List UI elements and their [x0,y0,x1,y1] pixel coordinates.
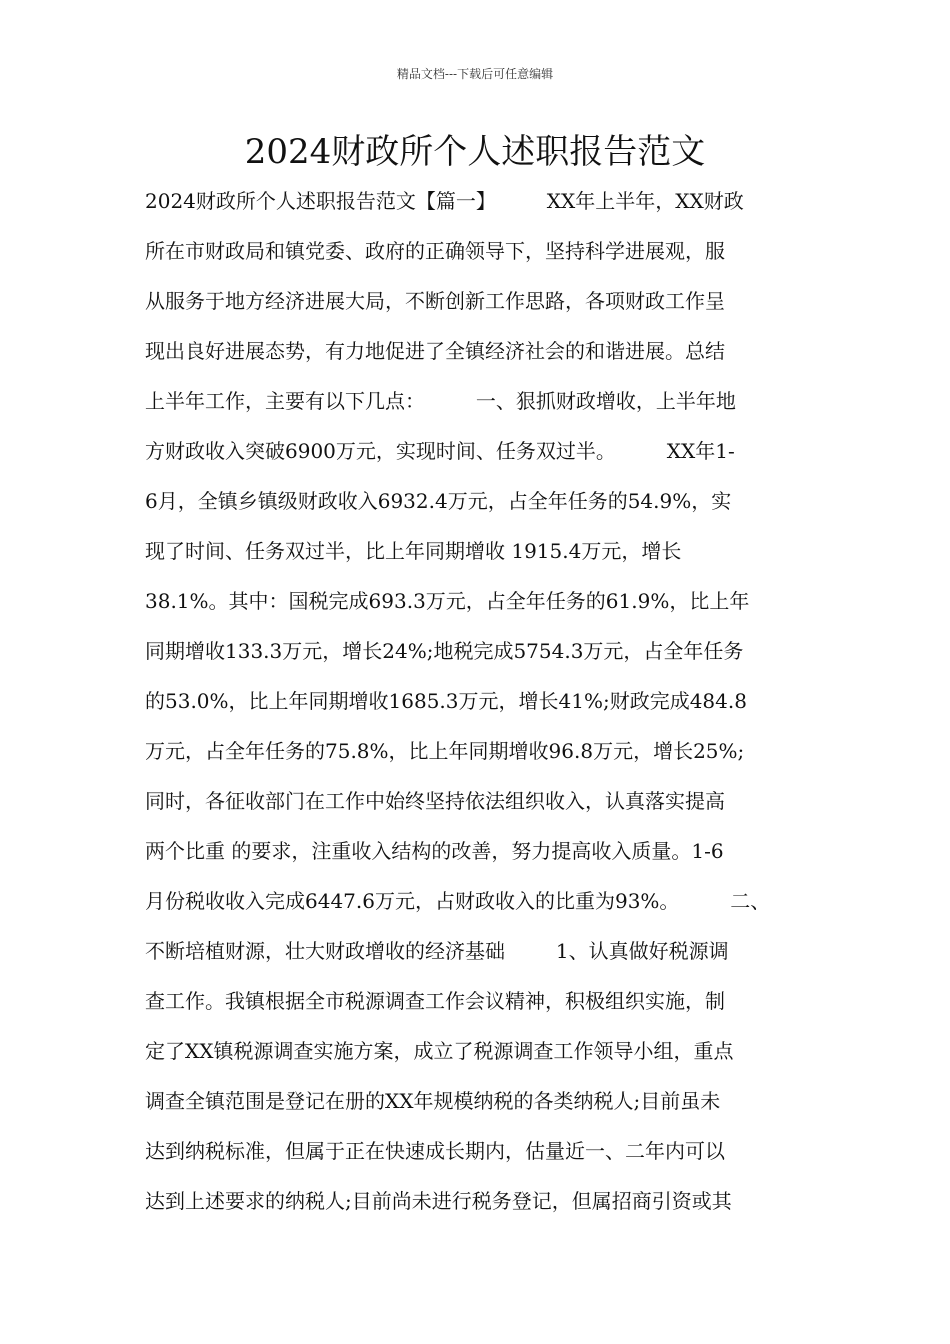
body-line: 查工作。我镇根据全市税源调查工作会议精神，积极组织实施，制 [145,989,725,1013]
body-line: 不断培植财源，壮大财政增收的经济基础 1、认真做好税源调 [145,939,729,963]
body-line: 方财政收入突破6900万元，实现时间、任务双过半。 XX年1- [145,439,735,463]
page-header: 精品文档---下载后可任意编辑 [396,67,554,81]
body-line: 从服务于地方经济进展大局，不断创新工作思路，各项财政工作呈 [145,289,725,313]
body-line: 现了时间、任务双过半，比上年同期增收 1915.4万元，增长 [145,539,682,563]
body-line: 2024财政所个人述职报告范文【篇一】 XX年上半年，XX财政 [145,189,744,213]
body-line: 38.1%。其中：国税完成693.3万元，占全年任务的61.9%，比上年 [145,589,750,613]
body-line: 上半年工作，主要有以下几点： 一、狠抓财政增收，上半年地 [145,389,736,413]
body-line: 定了XX镇税源调查实施方案，成立了税源调查工作领导小组，重点 [145,1039,734,1063]
body-line: 同时，各征收部门在工作中始终坚持依法组织收入，认真落实提高 [145,789,725,813]
body-line: 同期增收133.3万元，增长24%;地税完成5754.3万元，占全年任务 [145,639,744,663]
document-title: 2024财政所个人述职报告范文 [244,132,706,172]
body-line: 月份税收收入完成6447.6万元，占财政收入的比重为93%。 二、 [145,889,771,913]
body-line: 达到上述要求的纳税人;目前尚未进行税务登记，但属招商引资或其 [145,1189,732,1213]
body-line: 现出良好进展态势，有力地促进了全镇经济社会的和谐进展。总结 [145,339,725,363]
body-line: 的53.0%，比上年同期增收1685.3万元，增长41%;财政完成484.8 [145,689,747,713]
body-line: 两个比重 的要求，注重收入结构的改善，努力提高收入质量。1-6 [145,839,724,863]
body-line: 6月，全镇乡镇级财政收入6932.4万元，占全年任务的54.9%，实 [145,489,732,513]
document-body [145,176,845,1226]
body-line: 万元，占全年任务的75.8%，比上年同期增收96.8万元，增长25%; [145,739,745,763]
body-line: 达到纳税标准，但属于正在快速成长期内，估量近一、二年内可以 [145,1139,725,1163]
body-line: 调查全镇范围是登记在册的XX年规模纳税的各类纳税人;目前虽未 [145,1089,721,1113]
body-line: 所在市财政局和镇党委、政府的正确领导下，坚持科学进展观，服 [145,239,725,263]
